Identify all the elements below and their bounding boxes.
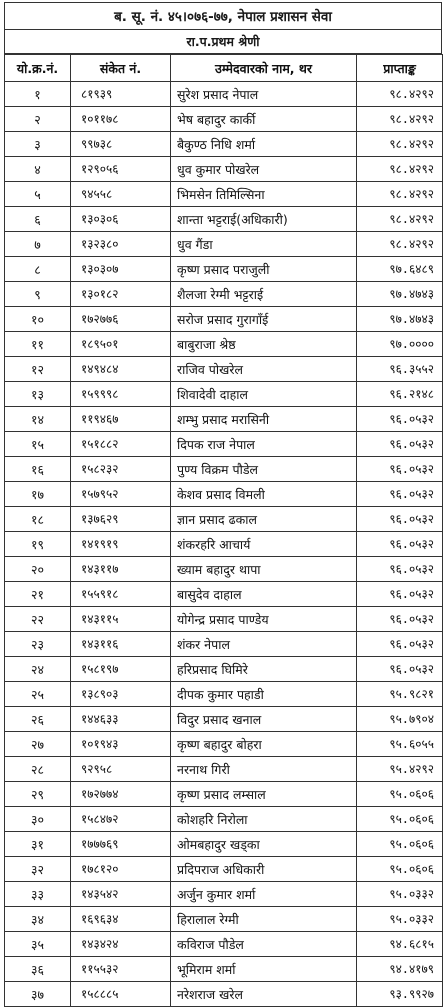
table-header-row — [5, 55, 443, 82]
candidate-name-cell: शम्भु प्रसाद मरासिनी — [171, 407, 357, 432]
serial-number-cell: ११ — [5, 332, 71, 357]
marks-cell: ९६.०५३२ — [357, 532, 443, 557]
candidate-name-cell: शंकर नेपाल — [171, 632, 357, 657]
table-row — [5, 407, 443, 432]
marks-cell: ९६.०५३२ — [357, 432, 443, 457]
serial-number-cell: ३१ — [5, 832, 71, 857]
candidate-name-cell: पुण्य विक्रम पौडेल — [171, 457, 357, 482]
roll-number-cell: १४३११५ — [71, 607, 171, 632]
results-table — [4, 54, 443, 1007]
candidate-name-cell: केशव प्रसाद विमली — [171, 482, 357, 507]
marks-cell: ९५.९८२१ — [357, 682, 443, 707]
marks-cell: ९५.४२९२ — [357, 757, 443, 782]
roll-number-cell: १५८८८५ — [71, 982, 171, 1007]
marks-cell: ९८.४२९२ — [357, 107, 443, 132]
marks-cell: ९६.३५५२ — [357, 357, 443, 382]
serial-number-cell: ३७ — [5, 982, 71, 1007]
candidate-name-cell: भिमसेन तिमिल्सिना — [171, 182, 357, 207]
notice-subtitle: रा.प.प्रथम श्रेणी — [4, 30, 442, 54]
roll-number-cell: १४४६३३ — [71, 707, 171, 732]
candidate-name-cell: सरोज प्रसाद गुरागाँई — [171, 307, 357, 332]
header-serial-number: यो.क्र.नं. — [5, 55, 71, 82]
candidate-name-cell: कृष्ण प्रसाद लम्साल — [171, 782, 357, 807]
candidate-name-cell: कृष्ण बहादुर बोहरा — [171, 732, 357, 757]
serial-number-cell: ८ — [5, 257, 71, 282]
table-row — [5, 607, 443, 632]
serial-number-cell: १७ — [5, 482, 71, 507]
roll-number-cell: ९२९५८ — [71, 757, 171, 782]
candidate-name-cell: योगेन्द्र प्रसाद पाण्डेय — [171, 607, 357, 632]
candidate-name-cell: भेष बहादुर कार्की — [171, 107, 357, 132]
roll-number-cell: १३८९०३ — [71, 682, 171, 707]
candidate-name-cell: शंकरहरि आचार्य — [171, 532, 357, 557]
marks-cell: ९३.९९२७ — [357, 982, 443, 1007]
candidate-name-cell: प्रदिपराज अधिकारी — [171, 857, 357, 882]
table-row — [5, 832, 443, 857]
roll-number-cell: १५८४७२ — [71, 807, 171, 832]
header-marks: प्राप्ताङ्क — [357, 55, 443, 82]
marks-cell: ९६.०५३२ — [357, 457, 443, 482]
serial-number-cell: २९ — [5, 782, 71, 807]
candidate-name-cell: बाबुराजा श्रेष्ठ — [171, 332, 357, 357]
marks-cell: ९८.४२९२ — [357, 182, 443, 207]
candidate-name-cell: ख्याम बहादुर थापा — [171, 557, 357, 582]
marks-cell: ९५.०६०६ — [357, 807, 443, 832]
roll-number-cell: १४१९१९ — [71, 532, 171, 557]
serial-number-cell: ३३ — [5, 882, 71, 907]
candidate-name-cell: नरेशराज खरेल — [171, 982, 357, 1007]
serial-number-cell: ३२ — [5, 857, 71, 882]
marks-cell: ९६.०५३२ — [357, 482, 443, 507]
marks-cell: ९६.०५३२ — [357, 557, 443, 582]
roll-number-cell: १०१९४३ — [71, 732, 171, 757]
table-row — [5, 107, 443, 132]
candidate-name-cell: सुरेश प्रसाद नेपाल — [171, 82, 357, 107]
roll-number-cell: १५५९१८ — [71, 582, 171, 607]
table-row — [5, 357, 443, 382]
notice-title: ब. सू. नं. ४५।०७६-७७, नेपाल प्रशासन सेवा — [4, 2, 442, 30]
serial-number-cell: ३ — [5, 132, 71, 157]
serial-number-cell: २५ — [5, 682, 71, 707]
table-row — [5, 82, 443, 107]
roll-number-cell: ८१९३९ — [71, 82, 171, 107]
candidate-name-cell: कोशहरि निरोला — [171, 807, 357, 832]
marks-cell: ९८.४२९२ — [357, 232, 443, 257]
marks-cell: ९६.०५३२ — [357, 407, 443, 432]
results-body — [5, 82, 443, 1007]
marks-cell: ९५.०३३२ — [357, 907, 443, 932]
table-row — [5, 382, 443, 407]
roll-number-cell: ११५५३२ — [71, 957, 171, 982]
roll-number-cell: १४३११७ — [71, 557, 171, 582]
serial-number-cell: २३ — [5, 632, 71, 657]
serial-number-cell: ९ — [5, 282, 71, 307]
table-row — [5, 982, 443, 1007]
serial-number-cell: २४ — [5, 657, 71, 682]
candidate-name-cell: शैलजा रेग्मी भट्टराई — [171, 282, 357, 307]
roll-number-cell: १७८१२० — [71, 857, 171, 882]
serial-number-cell: ७ — [5, 232, 71, 257]
marks-cell: ९६.०५३२ — [357, 657, 443, 682]
serial-number-cell: १० — [5, 307, 71, 332]
marks-cell: ९८.४२९२ — [357, 132, 443, 157]
candidate-name-cell: विदुर प्रसाद खनाल — [171, 707, 357, 732]
marks-cell: ९५.०३३२ — [357, 882, 443, 907]
candidate-name-cell: कविराज पौडेल — [171, 932, 357, 957]
marks-cell: ९७.४७४३ — [357, 307, 443, 332]
marks-cell: ९५.७९०४ — [357, 707, 443, 732]
table-row — [5, 757, 443, 782]
serial-number-cell: ३४ — [5, 907, 71, 932]
candidate-name-cell: कृष्ण प्रसाद पराजुली — [171, 257, 357, 282]
serial-number-cell: ३० — [5, 807, 71, 832]
candidate-name-cell: शान्ता भट्टराई(अधिकारी) — [171, 207, 357, 232]
serial-number-cell: १२ — [5, 357, 71, 382]
roll-number-cell: ९९७३८ — [71, 132, 171, 157]
header-candidate-name: उम्मेदवारको नाम, थर — [171, 55, 357, 82]
candidate-name-cell: बैकुण्ठ निधि शर्मा — [171, 132, 357, 157]
marks-cell: ९५.०६०६ — [357, 832, 443, 857]
roll-number-cell: १५८२३२ — [71, 457, 171, 482]
serial-number-cell: २ — [5, 107, 71, 132]
roll-number-cell: १५७९५२ — [71, 482, 171, 507]
serial-number-cell: ६ — [5, 207, 71, 232]
table-row — [5, 732, 443, 757]
candidate-name-cell: शिवादेवी दाहाल — [171, 382, 357, 407]
table-row — [5, 532, 443, 557]
marks-cell: ९७.६४८९ — [357, 257, 443, 282]
table-row — [5, 782, 443, 807]
table-row — [5, 507, 443, 532]
candidate-name-cell: धुव गैंडा — [171, 232, 357, 257]
roll-number-cell: १७२७७६ — [71, 307, 171, 332]
serial-number-cell: १६ — [5, 457, 71, 482]
serial-number-cell: ३६ — [5, 957, 71, 982]
table-row — [5, 707, 443, 732]
candidate-name-cell: हरिप्रसाद घिमिरे — [171, 657, 357, 682]
candidate-name-cell: ओमबहादुर खड्का — [171, 832, 357, 857]
roll-number-cell: १३०३०६ — [71, 207, 171, 232]
table-row — [5, 257, 443, 282]
serial-number-cell: १३ — [5, 382, 71, 407]
serial-number-cell: ५ — [5, 182, 71, 207]
table-row — [5, 232, 443, 257]
table-row — [5, 582, 443, 607]
candidate-name-cell: राजिव पोखरेल — [171, 357, 357, 382]
serial-number-cell: ४ — [5, 157, 71, 182]
candidate-name-cell: हिरालाल रेग्मी — [171, 907, 357, 932]
marks-cell: ९७.०००० — [357, 332, 443, 357]
header-roll-number: संकेत नं. — [71, 55, 171, 82]
candidate-name-cell: दिपक राज नेपाल — [171, 432, 357, 457]
serial-number-cell: १८ — [5, 507, 71, 532]
roll-number-cell: १४९४८४ — [71, 357, 171, 382]
candidate-name-cell: भूमिराम शर्मा — [171, 957, 357, 982]
serial-number-cell: २० — [5, 557, 71, 582]
table-row — [5, 132, 443, 157]
table-row — [5, 632, 443, 657]
roll-number-cell: १५८१९७ — [71, 657, 171, 682]
table-row — [5, 557, 443, 582]
candidate-name-cell: धुव कुमार पोखरेल — [171, 157, 357, 182]
serial-number-cell: २७ — [5, 732, 71, 757]
serial-number-cell: २२ — [5, 607, 71, 632]
table-row — [5, 182, 443, 207]
roll-number-cell: १७७७६९ — [71, 832, 171, 857]
marks-cell: ९८.४२९२ — [357, 82, 443, 107]
table-row — [5, 307, 443, 332]
roll-number-cell: १३०१८२ — [71, 282, 171, 307]
roll-number-cell: १७२७७४ — [71, 782, 171, 807]
marks-cell: ९६.०५३२ — [357, 632, 443, 657]
candidate-name-cell: अर्जुन कुमार शर्मा — [171, 882, 357, 907]
marks-cell: ९६.०५३२ — [357, 607, 443, 632]
roll-number-cell: १४३४२४ — [71, 932, 171, 957]
roll-number-cell: १४३११६ — [71, 632, 171, 657]
table-row — [5, 957, 443, 982]
roll-number-cell: १३२३८० — [71, 232, 171, 257]
table-row — [5, 857, 443, 882]
table-row — [5, 882, 443, 907]
table-row — [5, 157, 443, 182]
marks-cell: ९८.४२९२ — [357, 157, 443, 182]
table-row — [5, 207, 443, 232]
serial-number-cell: १ — [5, 82, 71, 107]
roll-number-cell: १४३५४२ — [71, 882, 171, 907]
roll-number-cell: १३७६२९ — [71, 507, 171, 532]
serial-number-cell: ३५ — [5, 932, 71, 957]
marks-cell: ९६.०५३२ — [357, 507, 443, 532]
marks-cell: ९७.४७४३ — [357, 282, 443, 307]
marks-cell: ९५.०६०६ — [357, 857, 443, 882]
candidate-name-cell: ज्ञान प्रसाद ढकाल — [171, 507, 357, 532]
marks-cell: ९४.४१७९ — [357, 957, 443, 982]
roll-number-cell: १३०३०७ — [71, 257, 171, 282]
serial-number-cell: २८ — [5, 757, 71, 782]
marks-cell: ९५.६०५५ — [357, 732, 443, 757]
candidate-name-cell: बासुदेव दाहाल — [171, 582, 357, 607]
table-row — [5, 432, 443, 457]
roll-number-cell: १६९६३४ — [71, 907, 171, 932]
serial-number-cell: १५ — [5, 432, 71, 457]
marks-cell: ९४.६८१५ — [357, 932, 443, 957]
marks-cell: ९६.२१४८ — [357, 382, 443, 407]
roll-number-cell: ११९४६७ — [71, 407, 171, 432]
candidate-name-cell: दीपक कुमार पहाडी — [171, 682, 357, 707]
roll-number-cell: १५९९९८ — [71, 382, 171, 407]
roll-number-cell: १०११७८ — [71, 107, 171, 132]
serial-number-cell: २६ — [5, 707, 71, 732]
roll-number-cell: १८९५०१ — [71, 332, 171, 357]
marks-cell: ९६.०५३२ — [357, 582, 443, 607]
candidate-name-cell: नरनाथ गिरी — [171, 757, 357, 782]
table-row — [5, 332, 443, 357]
serial-number-cell: १४ — [5, 407, 71, 432]
table-row — [5, 482, 443, 507]
result-document — [4, 2, 442, 1007]
marks-cell: ९८.४२९२ — [357, 207, 443, 232]
roll-number-cell: १५१८८२ — [71, 432, 171, 457]
table-row — [5, 457, 443, 482]
marks-cell: ९५.०६०६ — [357, 782, 443, 807]
table-row — [5, 907, 443, 932]
table-row — [5, 807, 443, 832]
roll-number-cell: ९४५५८ — [71, 182, 171, 207]
table-row — [5, 657, 443, 682]
table-row — [5, 682, 443, 707]
serial-number-cell: १९ — [5, 532, 71, 557]
roll-number-cell: १२९०५६ — [71, 157, 171, 182]
table-row — [5, 282, 443, 307]
table-row — [5, 932, 443, 957]
serial-number-cell: २१ — [5, 582, 71, 607]
